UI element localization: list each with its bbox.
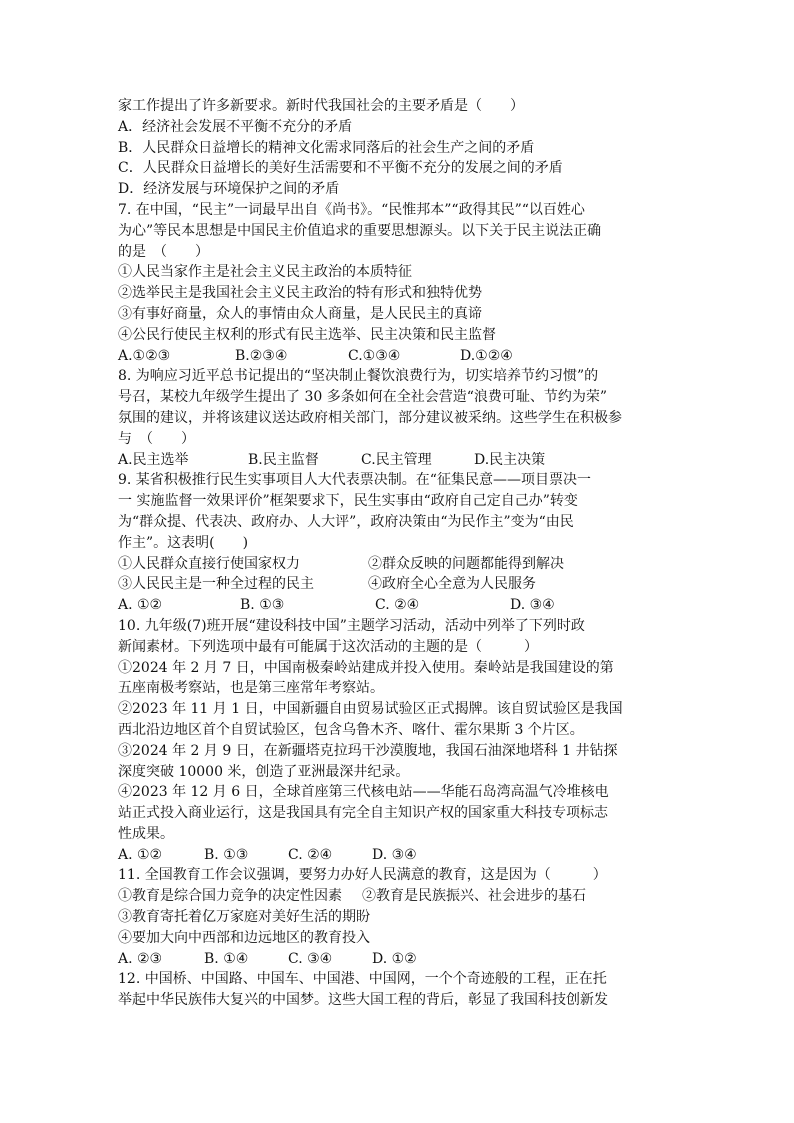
q9-item: ①人民群众直接行使国家权力 <box>118 555 300 572</box>
q9-stem-line: 一 实施监督一效果评价”框架要求下，民生实事由“政府自己定自己办”转变 <box>118 493 578 510</box>
q7-option-d: D.①②④ <box>460 347 513 364</box>
q7-item: ①人民当家作主是社会主义民主政治的本质特征 <box>118 264 412 281</box>
q11-option-a: A. ②③ <box>118 950 163 967</box>
q10-item: ③2024 年 2 月 9 日，在新疆塔克拉玛干沙漠腹地，我国石油深地塔科 1 井钻探 <box>118 742 618 759</box>
q6-option-c: C．人民群众日益增长的美好生活需要和不平衡不充分的发展之间的矛盾 <box>118 160 563 177</box>
q10-item: 性成果。 <box>118 825 174 842</box>
q8-options <box>118 450 678 471</box>
q10-stem-line: 新闻素材。下列选项中最有可能属于这次活动的主题的是（ ） <box>118 638 538 655</box>
q10-item: 深度突破 10000 米，创造了亚洲最深井纪录。 <box>118 763 410 780</box>
q7-options <box>118 346 678 367</box>
q8-stem-line: 氛围的建议，并将该建议送达政府相关部门，部分建议被采纳。这些学生在积极参 <box>118 409 622 426</box>
q9-stem-line: 为“群众提、代表决、政府办、人大评”，政府决策由“为民作主”变为“由民 <box>118 513 574 530</box>
q7-item: ④公民行使民主权利的形式有民主选举、民主决策和民主监督 <box>118 326 496 343</box>
q7-stem-line: 7. 在中国，“民主”一词最早出自《尚书》。“民惟邦本”“政得其民”“以百姓心 <box>118 201 585 218</box>
q8-option-b: B.民主监督 <box>248 451 319 468</box>
q6-option-a: A．经济社会发展不平衡不充分的矛盾 <box>118 118 353 135</box>
q11-item: ②教育是民族振兴、社会进步的基石 <box>362 888 586 905</box>
q8-option-a: A.民主选举 <box>118 451 189 468</box>
q9-options <box>118 595 678 616</box>
q8-stem-line: 与 （ ） <box>118 430 195 447</box>
q9-item-row <box>118 574 678 595</box>
q9-stem-line: 作主”。这表明( ) <box>118 534 249 551</box>
q9-option-c: C. ②④ <box>375 597 420 614</box>
q7-stem-line: 的是 （ ） <box>118 243 209 260</box>
q10-option-c: C. ②④ <box>288 846 333 863</box>
q7-option-c: C.①③④ <box>348 347 401 364</box>
q11-option-b: B. ①④ <box>204 950 249 967</box>
q9-stem-line: 9. 某省积极推行民生实事项目人大代表票决制。在“征集民意——项目票决一 <box>118 472 591 489</box>
q10-option-a: A. ①② <box>118 846 163 863</box>
q11-item: ④要加大向中西部和边远地区的教育投入 <box>118 929 370 946</box>
q10-option-d: D. ③④ <box>372 846 417 863</box>
q11-stem: 11. 全国教育工作会议强调，要努力办好人民满意的教育，这是因为（ ） <box>118 867 607 884</box>
q6-stem: 家工作提出了许多新要求。新时代我国社会的主要矛盾是（ ） <box>118 98 524 114</box>
q10-item: ②2023 年 11 月 1 日，中国新疆自由贸易试验区正式揭牌。该自贸试验区是我国 <box>118 701 623 718</box>
exam-page <box>118 96 678 1011</box>
q10-item: ①2024 年 2 月 7 日，中国南极秦岭站建成并投入使用。秦岭站是我国建设的第 <box>118 659 614 676</box>
q7-stem-line: 为心”等民本思想是中国民主价值追求的重要思想源头。以下关于民主说法正确 <box>118 222 602 239</box>
q6-option-b: B．人民群众日益增长的精神文化需求同落后的社会生产之间的矛盾 <box>118 139 535 156</box>
q10-item: 五座南极考察站，也是第三座常年考察站。 <box>118 680 384 697</box>
q9-option-a: A. ①② <box>118 597 163 614</box>
q8-option-c: C.民主管理 <box>361 451 432 468</box>
q10-item: ④2023 年 12 月 6 日，全球首座第三代核电站——华能石岛湾高温气冷堆核电 <box>118 784 609 801</box>
q7-option-a: A.①②③ <box>118 347 171 364</box>
q6-option-d: D．经济发展与环境保护之间的矛盾 <box>118 181 340 198</box>
q9-option-d: D. ③④ <box>510 597 555 614</box>
q10-stem-line: 10. 九年级(7)班开展“建设科技中国”主题学习活动，活动中列举了下列时政 <box>118 617 585 634</box>
q7-item: ③有事好商量，众人的事情由众人商量，是人民民主的真谛 <box>118 305 482 322</box>
q11-option-d: D. ①② <box>372 950 417 967</box>
q10-option-b: B. ①③ <box>204 846 249 863</box>
q9-item: ③人民民主是一种全过程的民主 <box>118 576 314 593</box>
q11-item: ①教育是综合国力竞争的决定性因素 <box>118 888 342 905</box>
q11-option-c: C. ③④ <box>288 950 333 967</box>
q12-stem-line: 举起中华民族伟大复兴的中国梦。这些大国工程的背后，彰显了我国科技创新发 <box>118 992 608 1009</box>
q8-option-d: D.民主决策 <box>474 451 546 468</box>
q7-item: ②选举民主是我国社会主义民主政治的特有形式和独特优势 <box>118 285 482 302</box>
q11-item: ③教育寄托着亿万家庭对美好生活的期盼 <box>118 909 370 926</box>
q9-item: ②群众反映的问题都能得到解决 <box>368 555 564 572</box>
q9-item-row <box>118 554 678 575</box>
q7-option-b: B.②③④ <box>235 347 288 364</box>
q12-stem-line: 12. 中国桥、中国路、中国车、中国港、中国网，一个个奇迹般的工程，正在托 <box>118 971 607 988</box>
q9-item: ④政府全心全意为人民服务 <box>368 576 536 593</box>
q10-options <box>118 845 678 866</box>
q10-item: 站正式投入商业运行，这是我国具有完全自主知识产权的国家重大科技专项标志 <box>118 805 608 822</box>
q9-option-b: B. ①③ <box>240 597 285 614</box>
q11-options <box>118 949 678 970</box>
q8-stem-line: 8. 为响应习近平总书记提出的“坚决制止餐饮浪费行为，切实培养节约习惯”的 <box>118 368 599 385</box>
q8-stem-line: 号召，某校九年级学生提出了 30 多条如何在全社会营造“浪费可耻、节约为荣” <box>118 389 608 406</box>
q10-item: 西北沿边地区首个自贸试验区，包含乌鲁木齐、喀什、霍尔果斯 3 个片区。 <box>118 721 584 738</box>
q11-item-row <box>118 886 678 907</box>
